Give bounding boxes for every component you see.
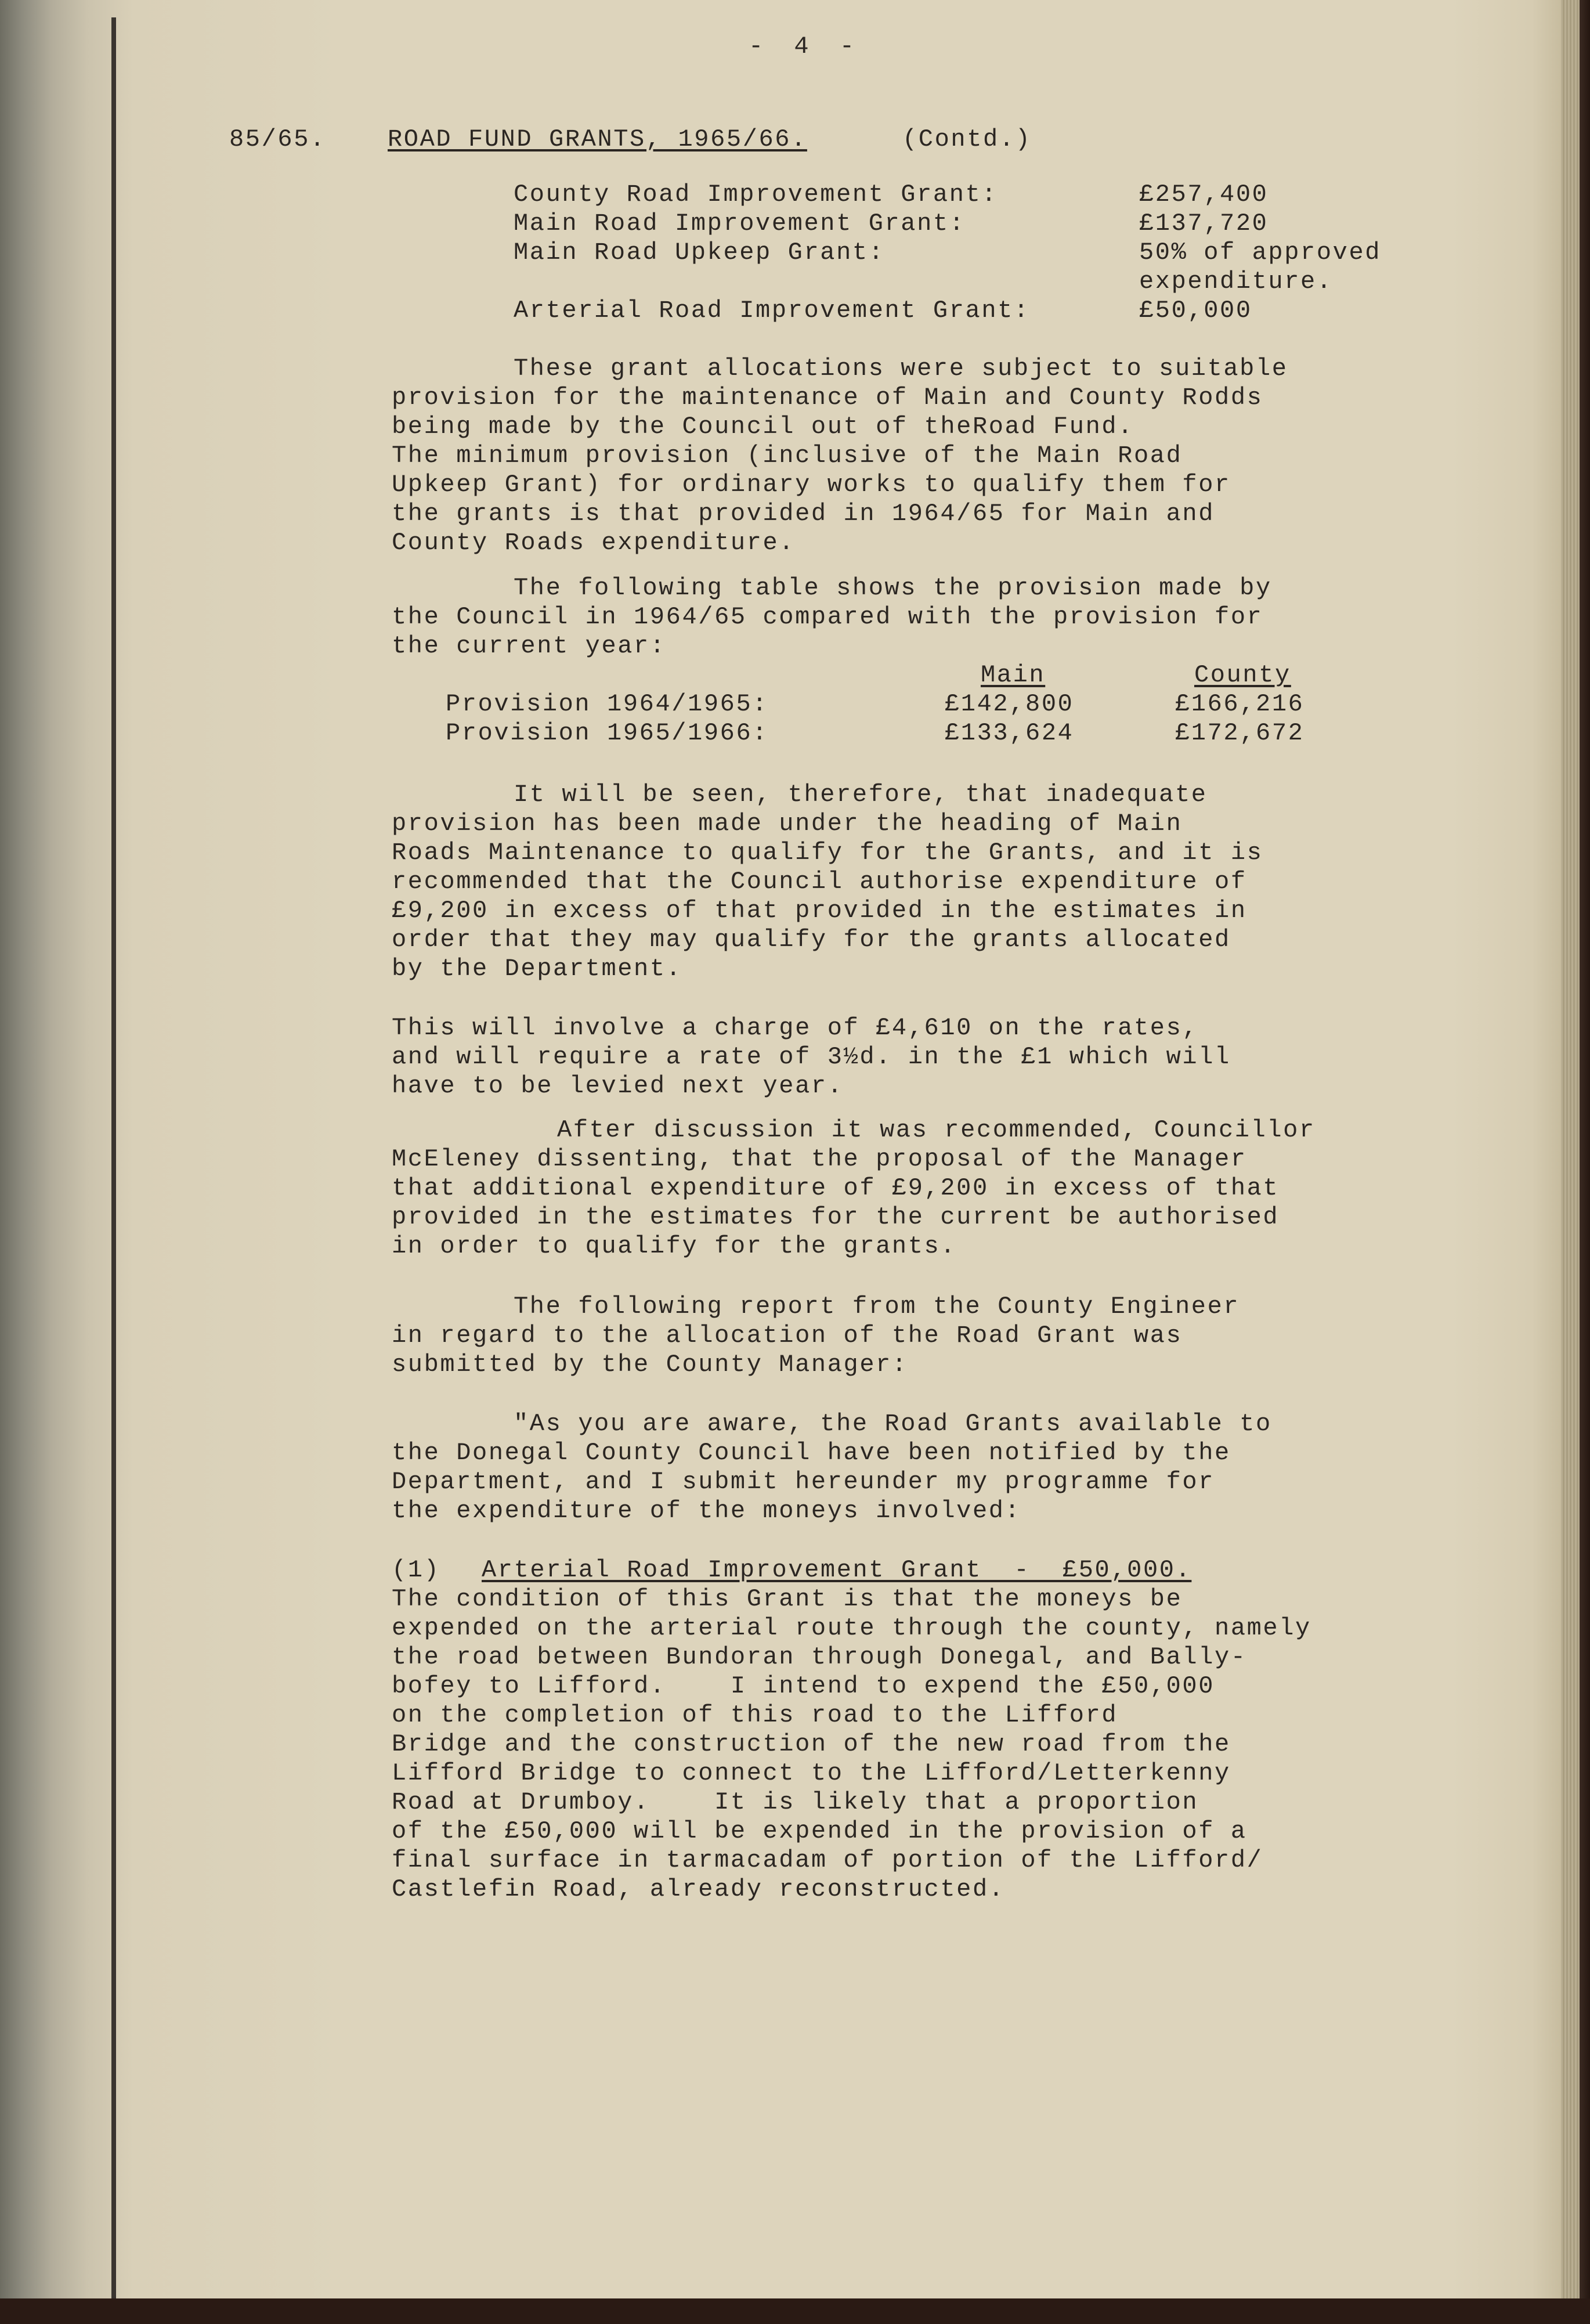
column-header-main: Main — [981, 661, 1046, 689]
column-header-county: County — [1194, 661, 1291, 689]
text-line: The following report from the County Engineer — [514, 1293, 1240, 1320]
grant-value: £257,400 — [1139, 181, 1269, 208]
text-line: in order to qualify for the grants. — [392, 1232, 957, 1260]
text-line: Upkeep Grant) for ordinary works to qualify them for — [392, 471, 1231, 499]
text-line: Castlefin Road, already reconstructed. — [392, 1875, 1005, 1903]
text-line: These grant allocations were subject to suitable — [514, 355, 1288, 382]
text-line: order that they may qualify for the grants allocated — [392, 926, 1231, 954]
text-line: The condition of this Grant is that the moneys be — [392, 1585, 1183, 1613]
text-line: "As you are aware, the Road Grants available to — [514, 1410, 1272, 1438]
section-number: (1) — [392, 1556, 440, 1584]
section-heading: Arterial Road Improvement Grant - £50,000. — [482, 1556, 1192, 1584]
text-line: recommended that the Council authorise expenditure of — [392, 868, 1247, 896]
table-row-label: Provision 1965/1966: — [446, 719, 769, 747]
grant-label: County Road Improvement Grant: — [514, 181, 998, 208]
text-line: the expenditure of the moneys involved: — [392, 1497, 1021, 1525]
text-line: Bridge and the construction of the new road from the — [392, 1730, 1231, 1758]
text-line: Lifford Bridge to connect to the Lifford/Letterkenny — [392, 1759, 1231, 1787]
text-line: The minimum provision (inclusive of the Main Road — [392, 442, 1183, 470]
grant-value: £50,000 — [1139, 297, 1252, 324]
text-line: submitted by the County Manager: — [392, 1351, 908, 1378]
text-line: After discussion it was recommended, Councillor — [557, 1116, 1316, 1144]
grant-label: Main Road Upkeep Grant: — [514, 239, 885, 266]
text-line: provision for the maintenance of Main and County Rodds — [392, 384, 1263, 412]
text-line: being made by the Council out of theRoad Fund. — [392, 413, 1134, 441]
text-line: the Donegal County Council have been notified by the — [392, 1439, 1231, 1467]
text-line: expended on the arterial route through the county, namely — [392, 1614, 1311, 1642]
text-line: final surface in tarmacadam of portion of the Lifford/ — [392, 1846, 1263, 1874]
table-cell-county: £172,672 — [1175, 719, 1304, 747]
contd-label: (Contd.) — [902, 125, 1032, 153]
text-line: on the completion of this road to the Lifford — [392, 1701, 1118, 1729]
text-line: have to be levied next year. — [392, 1072, 844, 1100]
book-gutter — [111, 17, 116, 2310]
grant-value: £137,720 — [1139, 210, 1269, 237]
page-edges — [1561, 0, 1580, 2324]
text-line: the Council in 1964/65 compared with the provision for — [392, 603, 1263, 631]
page-number: - 4 - — [749, 33, 863, 60]
text-line: the grants is that provided in 1964/65 for Main and — [392, 500, 1215, 528]
grant-label: Main Road Improvement Grant: — [514, 210, 966, 237]
grant-label: Arterial Road Improvement Grant: — [514, 297, 1030, 324]
text-line: by the Department. — [392, 955, 682, 983]
text-line: provided in the estimates for the current be authorised — [392, 1203, 1280, 1231]
text-line: County Roads expenditure. — [392, 529, 796, 557]
table-row-label: Provision 1964/1965: — [446, 690, 769, 718]
text-line: provision has been made under the heading of Main — [392, 810, 1183, 838]
text-line: Road at Drumboy. It is likely that a proportion — [392, 1788, 1199, 1816]
grant-value: expenditure. — [1139, 268, 1333, 295]
minute-number: 85/65. — [229, 125, 326, 153]
table-cell-main: £133,624 — [945, 719, 1074, 747]
text-line: McEleney dissenting, that the proposal of the Manager — [392, 1145, 1247, 1173]
text-line: This will involve a charge of £4,610 on the rates, — [392, 1014, 1199, 1042]
text-line: that additional expenditure of £9,200 in excess of that — [392, 1174, 1280, 1202]
grant-value: 50% of approved — [1139, 239, 1382, 266]
text-line: bofey to Lifford. I intend to expend the £50,000 — [392, 1672, 1215, 1700]
text-line: It will be seen, therefore, that inadequate — [514, 781, 1208, 809]
text-line: The following table shows the provision made by — [514, 574, 1272, 602]
text-line: £9,200 in excess of that provided in the estimates in — [392, 897, 1247, 925]
text-line: of the £50,000 will be expended in the provision of a — [392, 1817, 1247, 1845]
table-cell-main: £142,800 — [945, 690, 1074, 718]
text-line: the current year: — [392, 632, 666, 660]
bottom-margin — [0, 2298, 1590, 2324]
text-line: and will require a rate of 3½d. in the £1 which will — [392, 1043, 1231, 1071]
text-line: Department, and I submit hereunder my programme for — [392, 1468, 1215, 1496]
text-line: the road between Bundoran through Donegal, and Bally- — [392, 1643, 1247, 1671]
text-line: Roads Maintenance to qualify for the Grants, and it is — [392, 839, 1263, 867]
text-line: in regard to the allocation of the Road Grant was — [392, 1322, 1183, 1349]
table-cell-county: £166,216 — [1175, 690, 1304, 718]
section-title: ROAD FUND GRANTS, 1965/66. — [388, 125, 807, 153]
